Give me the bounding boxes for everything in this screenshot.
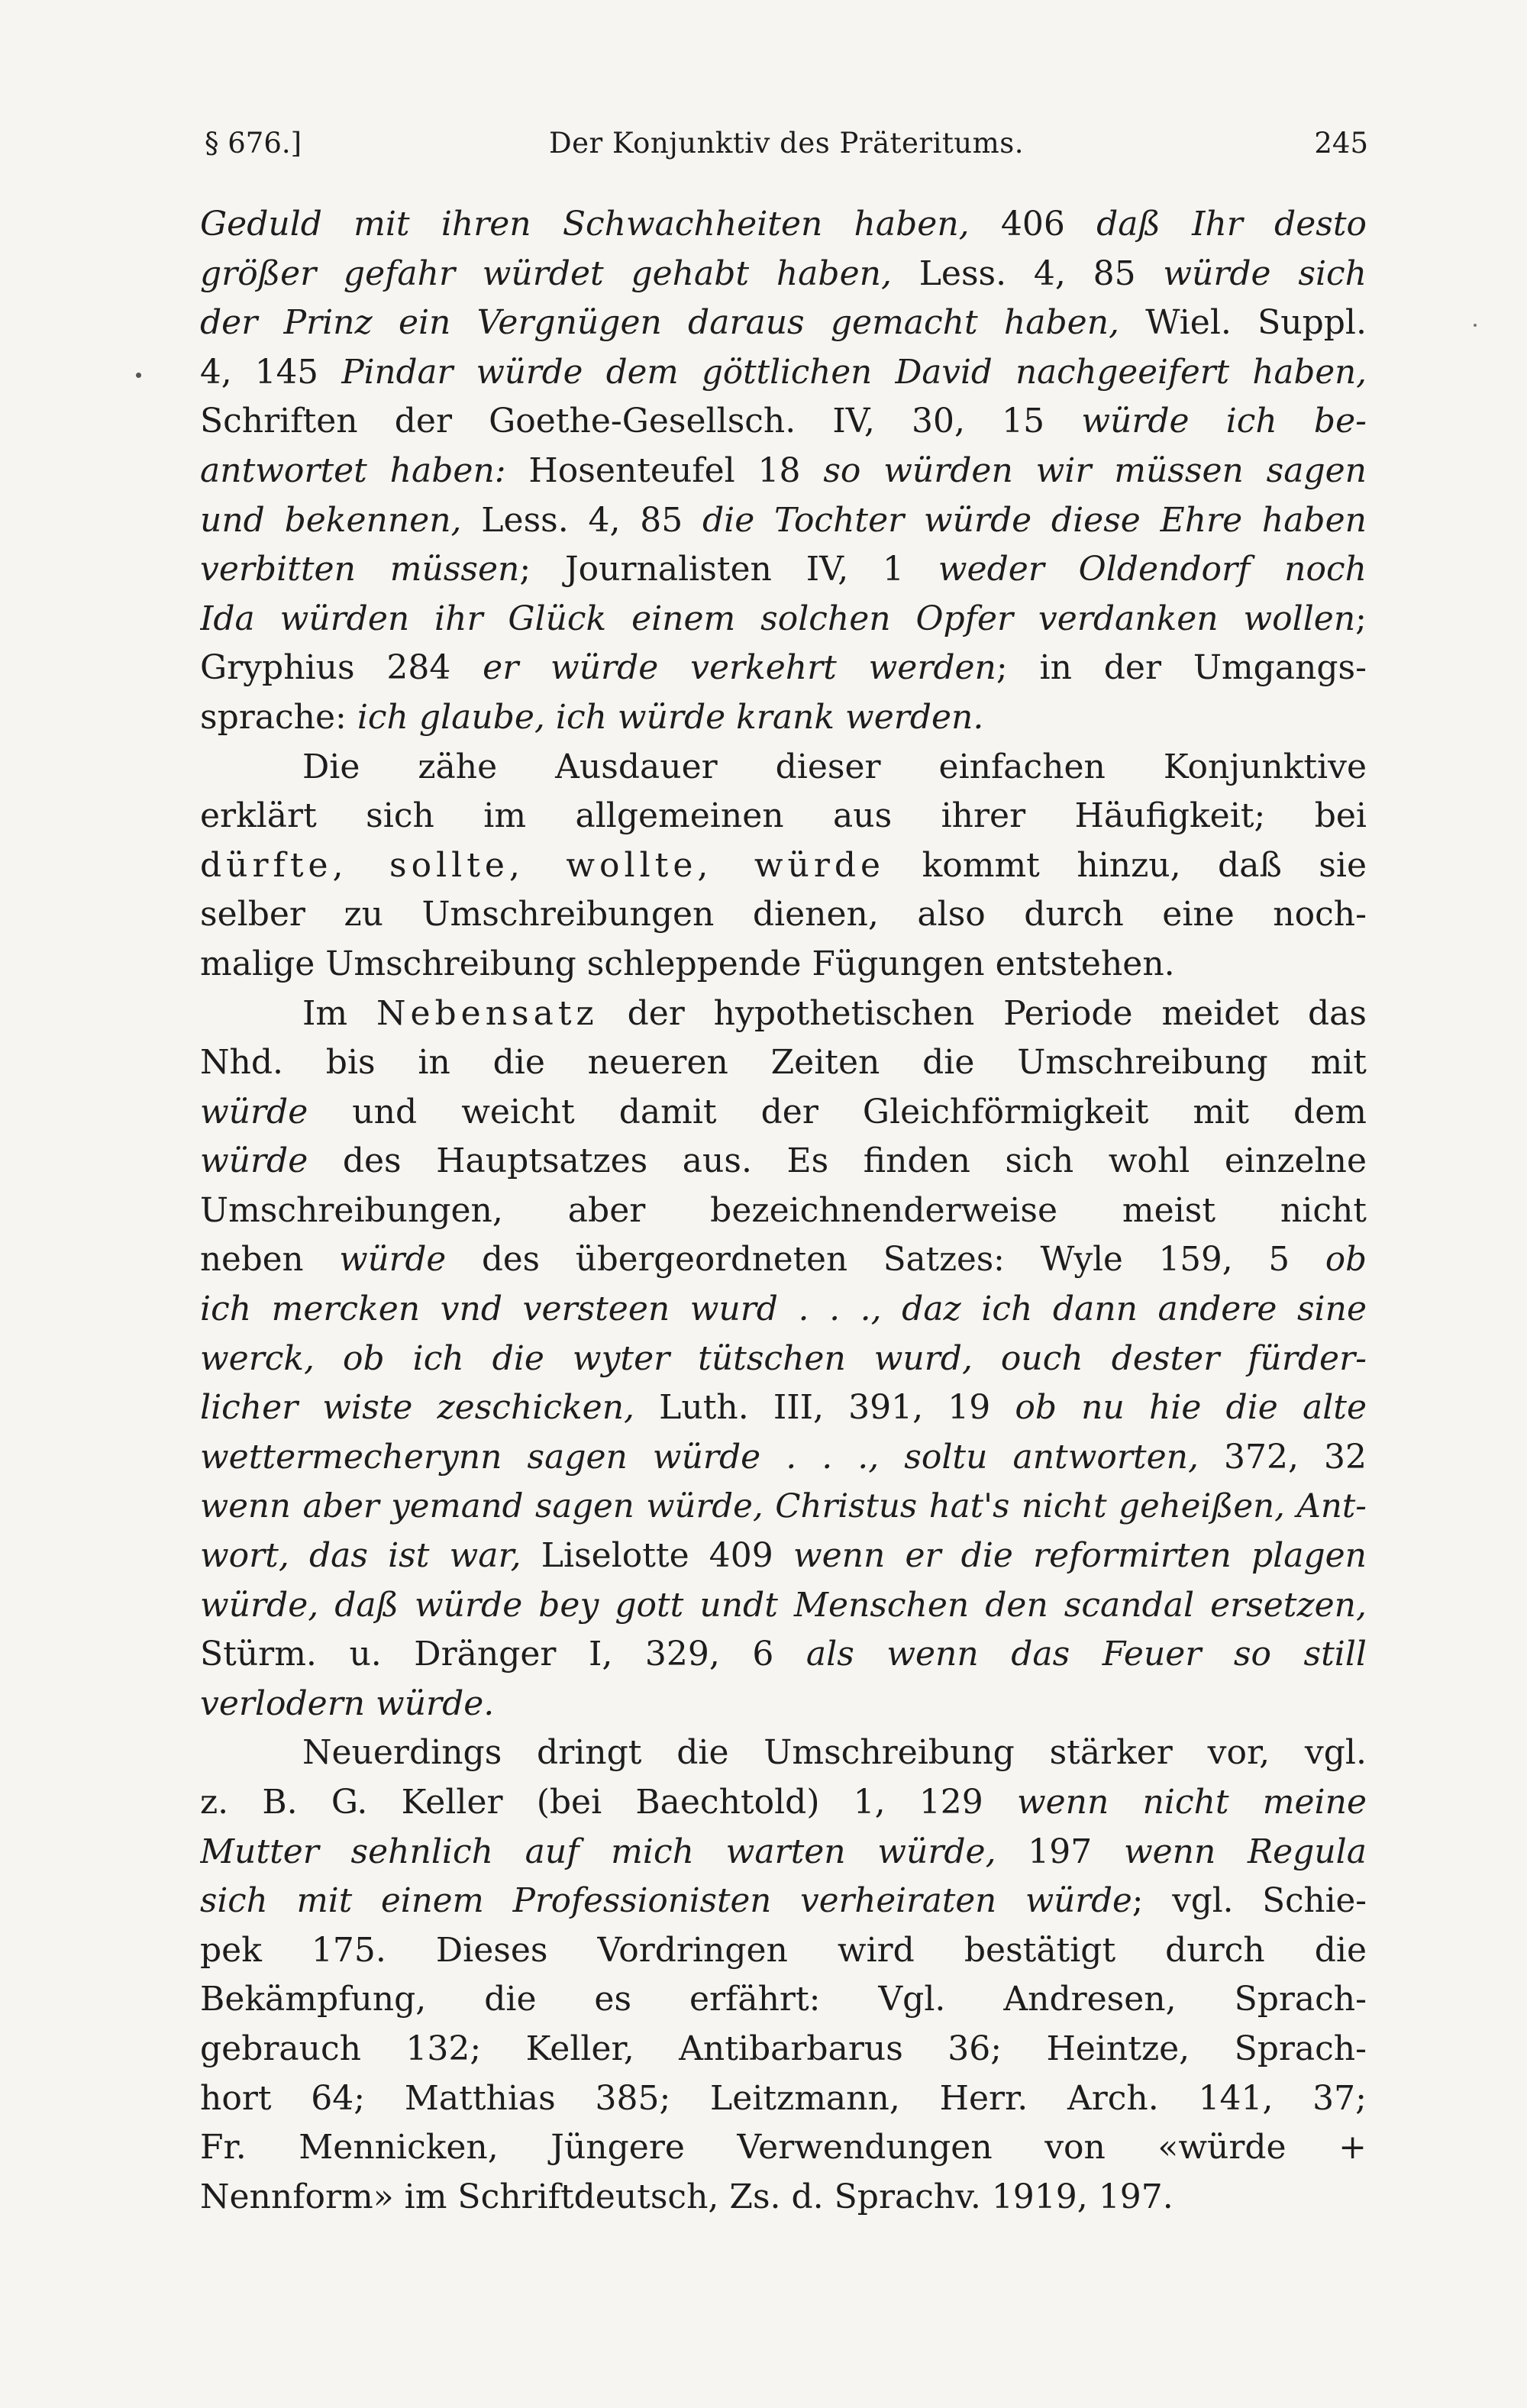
text-line: würde, daß würde bey gott undt Menschen den scandal ersetzen,	[200, 1585, 1367, 1625]
text-line: 4, 145 Pindar würde dem göttlichen David nachgeeifert haben,	[200, 353, 1367, 392]
section-number: § 676.]	[205, 127, 302, 160]
text-line: Umschreibungen, aber bezeichnenderweise meist nicht	[200, 1190, 1367, 1230]
paragraph-4	[200, 1729, 1367, 2222]
text-line: sich mit einem Professionisten verheiraten würde; vgl. Schie-	[200, 1882, 1367, 1921]
text-line: Fr. Mennicken, Jüngere Verwendungen von «würde +	[200, 2128, 1367, 2168]
paragraph-2	[200, 743, 1367, 989]
text-line: verbitten müssen; Journalisten IV, 1 weder Oldendorf noch	[200, 550, 1367, 589]
text-line: Nhd. bis in die neueren Zeiten die Umschreibung mit	[200, 1043, 1367, 1083]
text-line: wettermecherynn sagen würde . . ., soltu antworten, 372, 32	[200, 1437, 1367, 1477]
spaced-emphasis: Nebensatz	[376, 993, 599, 1033]
text-line: wort, das ist war, Liselotte 409 wenn er die reformirten plagen	[200, 1536, 1367, 1576]
running-header	[205, 121, 1368, 166]
text-line: Ida würden ihr Glück einem solchen Opfer verdanken wollen;	[200, 599, 1367, 638]
text-line: dürfte, sollte, wollte, würde kommt hinzu, daß sie	[200, 845, 1367, 885]
text-line: Bekämpfung, die es erfährt: Vgl. Andresen, Sprach-	[200, 1980, 1367, 2019]
text-line: Die zähe Ausdauer dieser einfachen Konjunktive	[302, 747, 1367, 786]
spaced-emphasis: dürfte, sollte, wollte, würde	[200, 845, 886, 885]
text-line: antwortet haben: Hosenteufel 18 so würden wir müssen sagen	[200, 450, 1367, 490]
text-line: Im Nebensatz der hypothetischen Periode meidet das	[302, 993, 1367, 1033]
page-number: 245	[1314, 127, 1368, 160]
margin-speck	[1474, 324, 1477, 327]
text-line: erklärt sich im allgemeinen aus ihrer Häufigkeit; bei	[200, 796, 1367, 836]
paragraph-1	[200, 200, 1367, 743]
text-line: würde und weicht damit der Gleichförmigkeit mit dem	[200, 1092, 1367, 1131]
text-line: Nennform» im Schriftdeutsch, Zs. d. Sprachv. 1919, 197.	[200, 2177, 1173, 2216]
body-text	[200, 200, 1367, 2222]
text-line: Stürm. u. Dränger I, 329, 6 als wenn das Feuer so still	[200, 1635, 1367, 1674]
text-line: wenn aber yemand sagen würde, Christus hat's nicht geheißen, Ant-	[200, 1487, 1367, 1526]
text-line: größer gefahr würdet gehabt haben, Less. 4, 85 würde sich	[200, 253, 1367, 293]
text-line: malige Umschreibung schleppende Fügungen entstehen.	[200, 944, 1175, 983]
text-line: Geduld mit ihren Schwachheiten haben, 406 daß Ihr desto	[200, 205, 1367, 244]
text-line: sprache: ich glaube, ich würde krank werden.	[200, 697, 984, 737]
text-line: der Prinz ein Vergnügen daraus gemacht haben, Wiel. Suppl.	[200, 303, 1367, 343]
text-line: pek 175. Dieses Vordringen wird bestätigt durch die	[200, 1930, 1367, 1970]
text-line: neben würde des übergeordneten Satzes: Wyle 159, 5 ob	[200, 1241, 1367, 1280]
text-line: gebrauch 132; Keller, Antibarbarus 36; Heintze, Sprach-	[200, 2029, 1367, 2068]
text-line: licher wiste zeschicken, Luth. III, 391, 19 ob nu hie die alte	[200, 1388, 1367, 1428]
text-line: ich mercken vnd versteen wurd . . ., daz ich dann andere sine	[200, 1290, 1367, 1329]
text-line: und bekennen, Less. 4, 85 die Tochter würde diese Ehre haben	[200, 500, 1367, 540]
text-line: hort 64; Matthias 385; Leitzmann, Herr. Arch. 141, 37;	[200, 2078, 1367, 2118]
chapter-title: Der Konjunktiv des Präteritums.	[549, 127, 1024, 160]
text-line: selber zu Umschreibungen dienen, also durch eine noch-	[200, 895, 1367, 934]
text-line: z. B. G. Keller (bei Baechtold) 1, 129 wenn nicht meine	[200, 1783, 1367, 1822]
margin-speck	[136, 373, 141, 378]
text-line: werck, ob ich die wyter tütschen wurd, ouch dester fürder-	[200, 1338, 1367, 1378]
text-line: verlodern würde.	[200, 1683, 495, 1723]
text-line: würde des Hauptsatzes aus. Es finden sich wohl einzelne	[200, 1141, 1367, 1181]
text-line: Neuerdings dringt die Umschreibung stärker vor, vgl.	[302, 1733, 1367, 1773]
text-line: Gryphius 284 er würde verkehrt werden; in der Umgangs-	[200, 648, 1367, 688]
text-line: Mutter sehnlich auf mich warten würde, 197 wenn Regula	[200, 1832, 1367, 1871]
text-line: Schriften der Goethe-Gesellsch. IV, 30, 15 würde ich be-	[200, 402, 1367, 441]
paragraph-3	[200, 989, 1367, 1729]
